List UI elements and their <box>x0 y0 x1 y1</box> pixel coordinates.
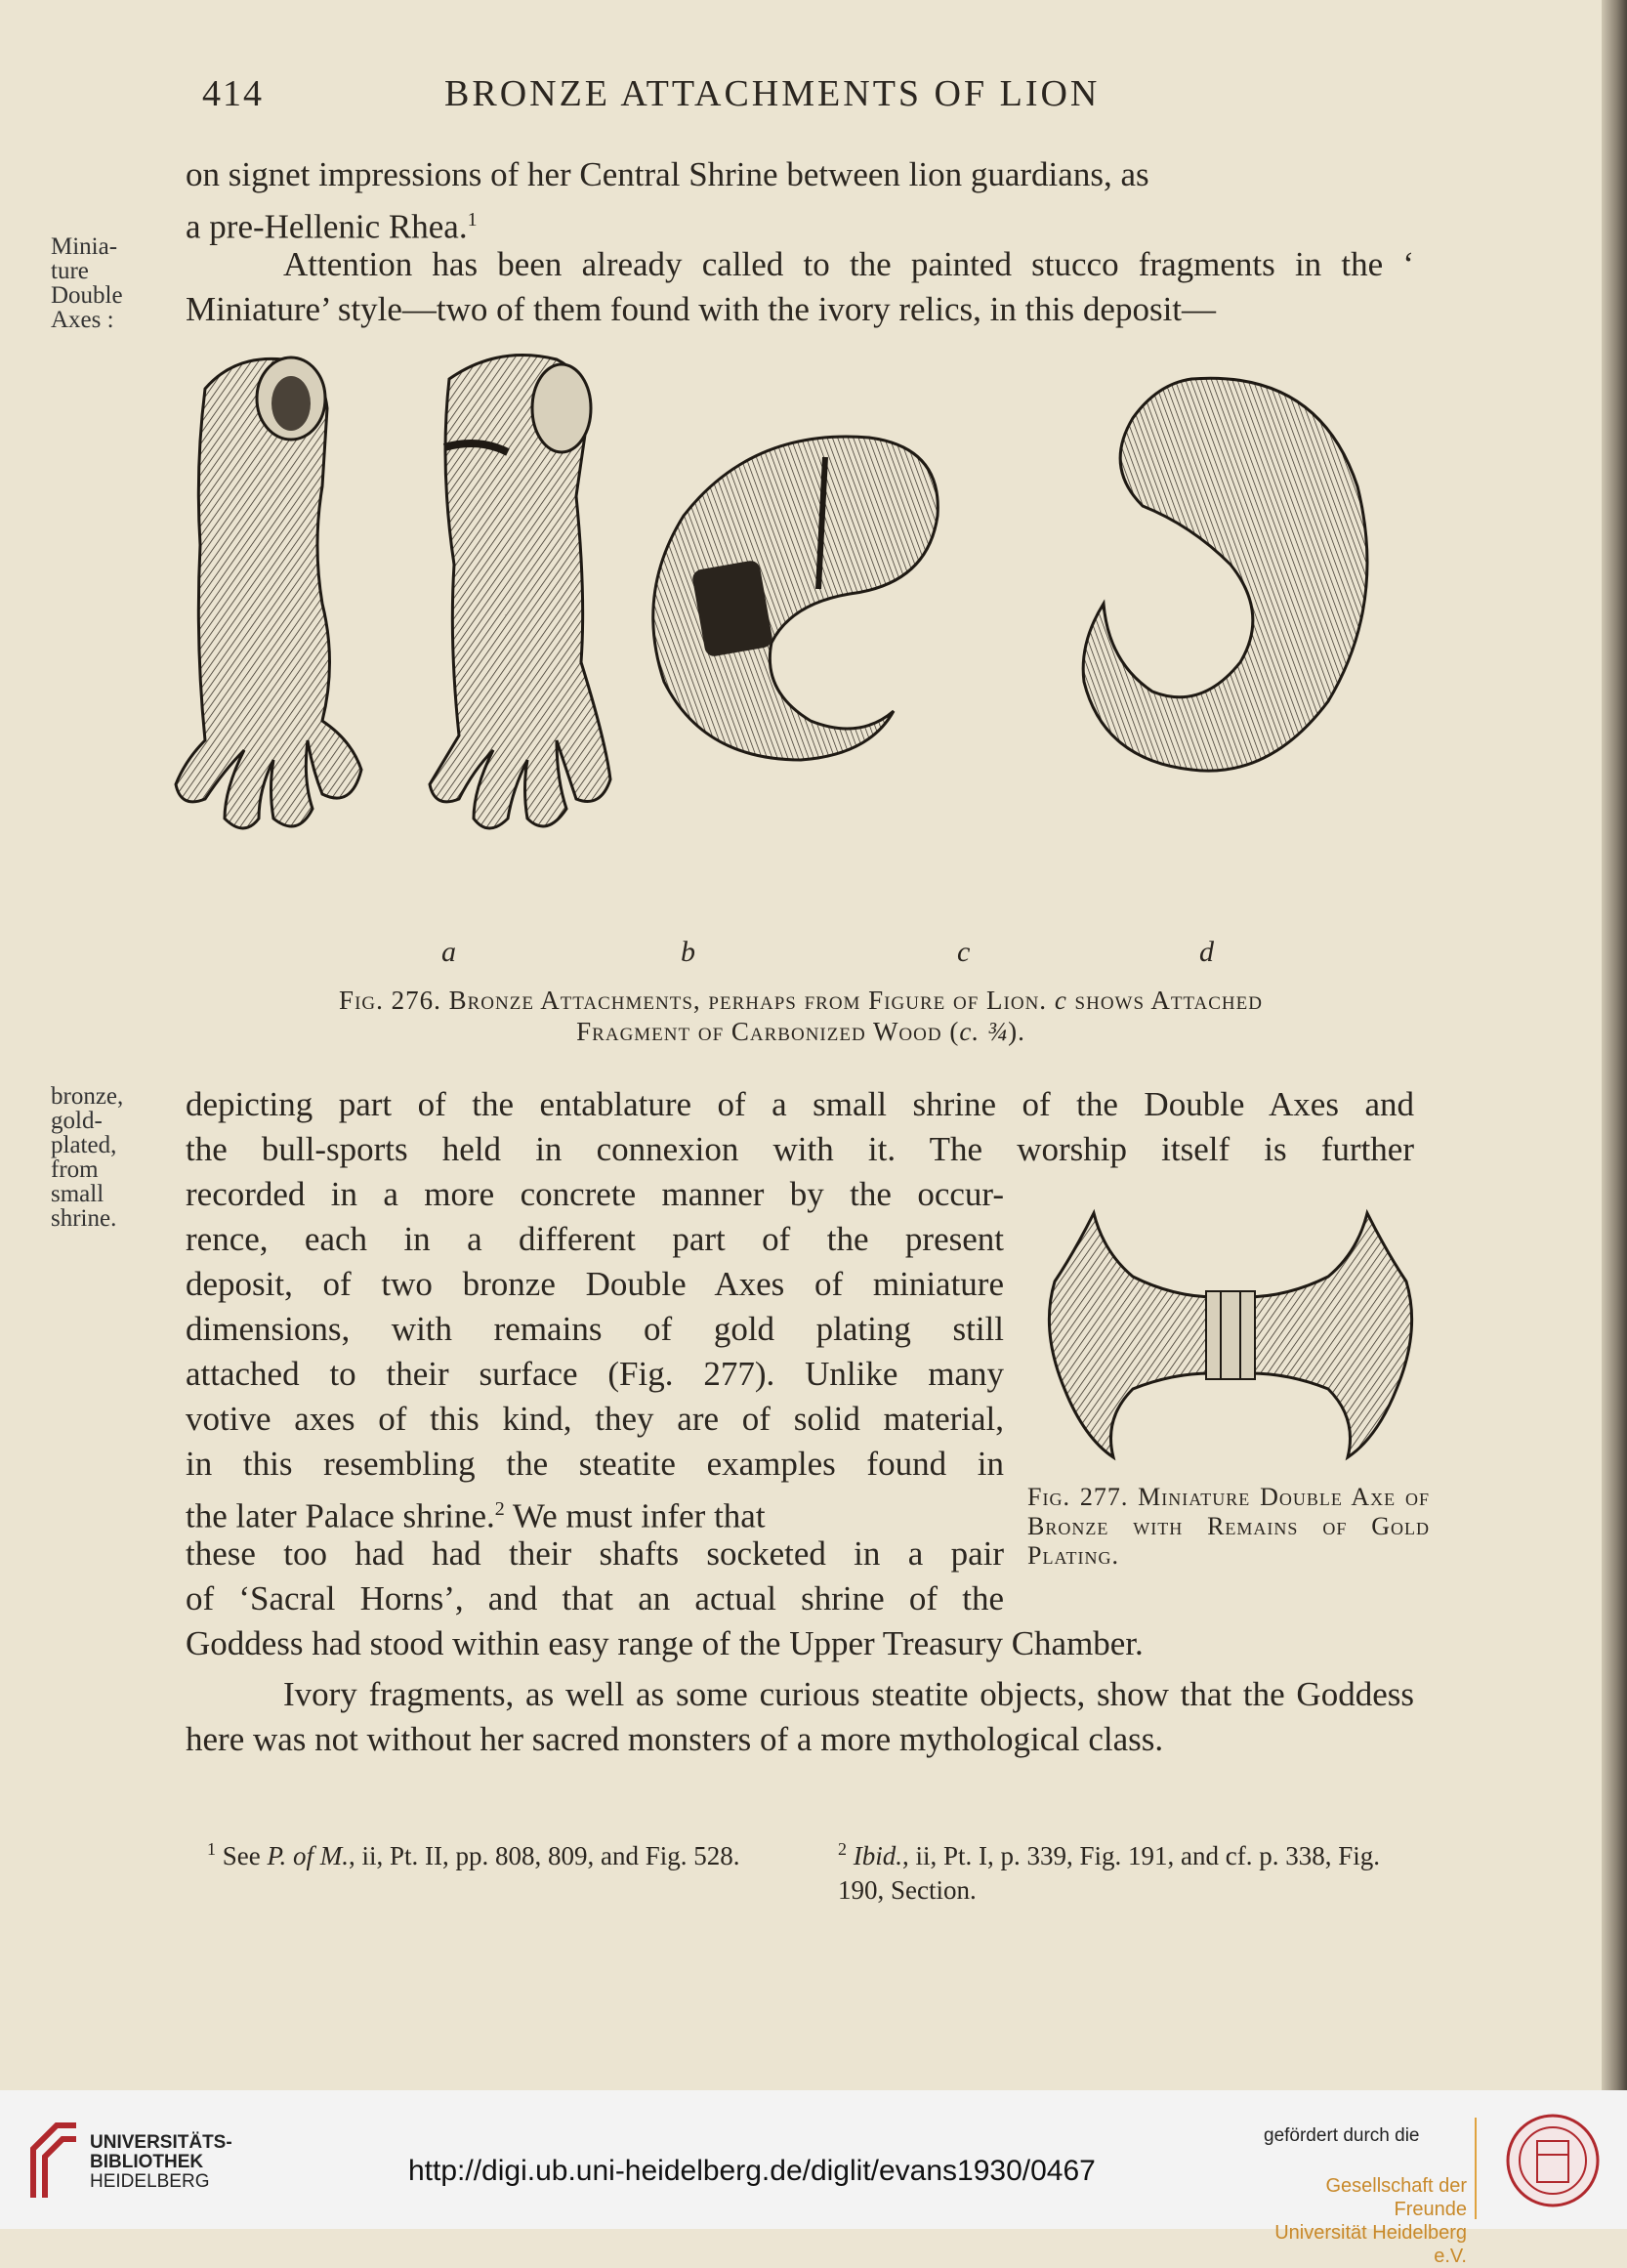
figure-276-caption: Fig. 276. Bronze Attachments, perhaps from Figure of Lion. c shows Attached Fragment of Carbonized Wood (c. ¾). <box>339 986 1263 1046</box>
library-name: UNIVERSITÄTS- BIBLIOTHEK HEIDELBERG <box>90 2132 232 2192</box>
intro-line1: on signet impressions of her Central Shrine between lion guardians, as <box>186 155 1149 193</box>
margin-note-bronze-shrine: bronze, gold- plated, from small shrine. <box>51 1083 124 1232</box>
paragraph-ivory-fragments: Ivory fragments, as well as some curious steatite objects, show that the Goddess here was not without her sacred monsters of a more mythological class. <box>186 1675 1414 1758</box>
label-a: a <box>441 936 456 968</box>
footer-divider <box>1475 2118 1477 2219</box>
university-seal-icon <box>1504 2112 1602 2209</box>
label-d: d <box>1199 936 1214 968</box>
attachment-b <box>430 356 610 829</box>
margin-note-miniature-axes: Minia- ture Double Axes : <box>51 233 123 333</box>
page-number: 414 <box>202 73 264 114</box>
figure-277-double-axe <box>1035 1194 1426 1477</box>
attachment-a <box>176 357 361 828</box>
attachment-c <box>653 437 939 760</box>
paragraph-attention: Attention has been already called to the painted stucco fragments in the ‘ Miniature’ style—two of them found with the ivory relics, in this deposit— <box>186 245 1414 328</box>
footnote-ref-1: 1 <box>467 209 478 231</box>
university-library-logo-icon <box>27 2120 82 2204</box>
digitization-footer <box>0 2090 1627 2267</box>
intro-paragraph <box>186 152 1414 250</box>
intro-line2: a pre-Hellenic Rhea. <box>186 207 468 246</box>
label-c: c <box>957 936 971 968</box>
book-spine-shadow <box>1602 0 1627 2090</box>
attachment-d <box>1083 378 1367 771</box>
digital-object-link[interactable]: http://digi.ub.uni-heidelberg.de/diglit/evans1930/0467 <box>408 2155 1096 2187</box>
figure-277-caption: Fig. 277. Miniature Double Axe of Bronze with Remains of Gold Plating. <box>1027 1483 1430 1570</box>
sponsor-name: Gesellschaft der Freunde Universität Heidelberg e.V. <box>1274 2175 1467 2267</box>
footnote-2: $^2$ Ibid., ii, Pt. I, p. 339, Fig. 191, and cf. p. 338, Fig. 190, Section. <box>838 1839 1381 1905</box>
sponsor-intro: gefördert durch die <box>1264 2125 1420 2146</box>
footnote-1: $^1$ See P. of M., ii, Pt. II, pp. 808, 809, and Fig. 528. <box>207 1839 740 1870</box>
running-head: BRONZE ATTACHMENTS OF LION <box>444 73 1101 114</box>
figure-276-letters <box>0 936 1627 969</box>
book-page: 414 BRONZE ATTACHMENTS OF LION on signet impressions of her Central Shrine between lion guardians, as a pre-Hellenic Rhea.$^1$ Attention has been already called to the painted stucco fragments in the ‘ Miniature’ style—two of them found with the ivory relics, in this deposit— Minia- ture Double Axes : a b c d Fig. 276. Bronze Attachments, perhaps from Figure of Lion. c shows Attached Fragment of Carbonized Wood (c. ¾). bronze, gold- plated, from small shrine. depicting part of the entablature of a small shrine of the Double Axes and the bull-sports held in connexion with it. The worship itself is further recorded in a more concrete manner by the occur- rence, each in a different part of the present deposit, of two bronze Double Axes of miniature dimensions, with remains of gold plating still attached to their surface (Fig. 277). Unlike many votive axes of this kind, they are of solid material, in this resembling the steatite examples found in the later Palace shrine.$^2$ We must infer that these too had had their shafts socketed in a pair of ‘Sacral Horns’, and that an actual shrine of the Goddess had stood within easy range of the Upper Treasury Chamber. Fig. 277. Miniature Double Axe of Bronze with Remains of Gold Plating. Ivory fragments, as well as some curious steatite objects, show that the Goddess here was not without her sacred monsters of a more mythological class. $^1$ See P. of M., ii, Pt. II, pp. 808, 809, and Fig. 528. $^2$ Ibid., ii, Pt. I, p. 339, Fig. 191, and cf. p. 338, Fig. 190, Section. <box>0 0 1627 2090</box>
footnote-ref-2: 2 <box>494 1498 505 1520</box>
label-b: b <box>681 936 695 968</box>
page-header <box>190 72 1411 121</box>
figure-276-illustration <box>166 350 1436 936</box>
